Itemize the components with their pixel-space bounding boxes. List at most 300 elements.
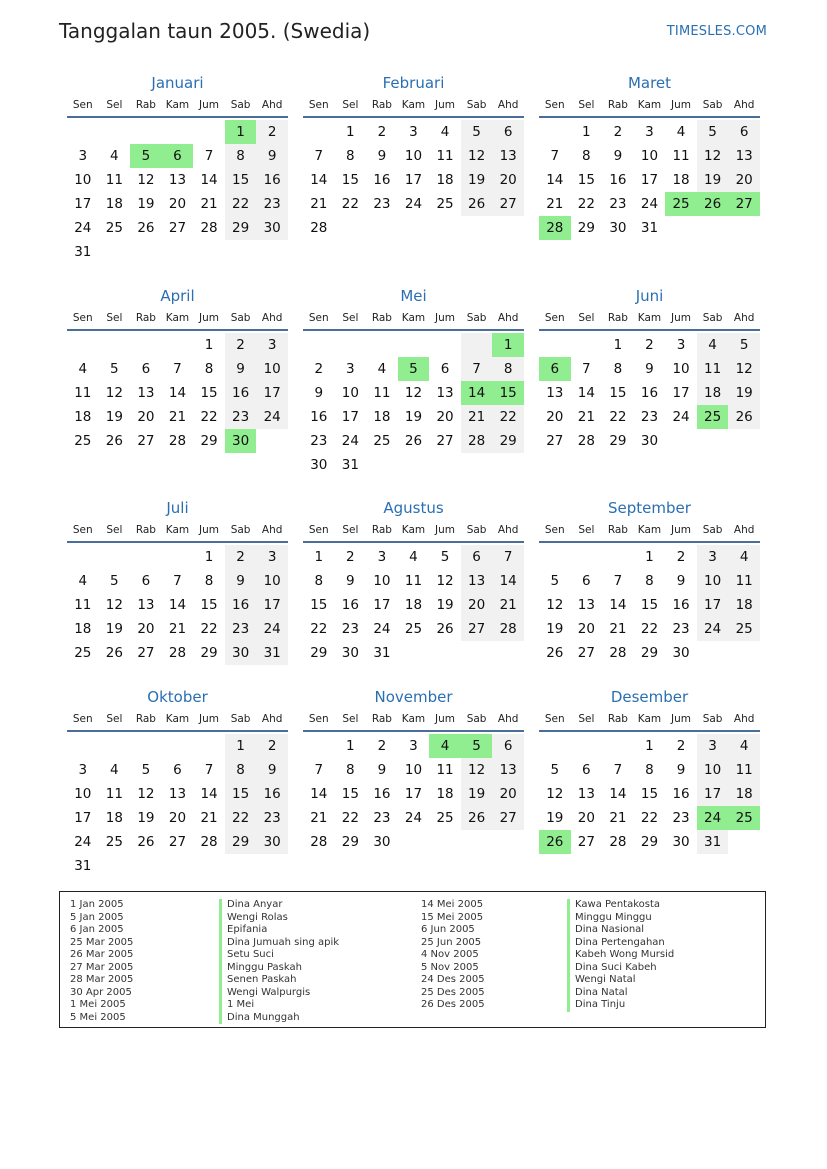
weekday-label: Kam [401, 99, 426, 111]
day-cell: 7 [613, 762, 623, 778]
day-cell: 10 [672, 361, 690, 377]
weekday-header [303, 307, 524, 331]
day-cell: 27 [461, 617, 493, 641]
empty-cell [130, 333, 162, 357]
day-cell: 18 [404, 597, 423, 613]
empty-cell [571, 734, 603, 758]
weekday-label: Rab [371, 99, 392, 111]
day-cell: 23 [640, 409, 659, 425]
day-cell: 3 [409, 738, 418, 754]
day-cell: 24 [74, 220, 92, 236]
day-cell: 30 [256, 216, 288, 240]
day-cell: 29 [492, 429, 524, 453]
empty-cell [366, 216, 398, 240]
empty-cell [398, 453, 430, 477]
weekday-label: Jum [199, 713, 220, 725]
day-cell: 12 [137, 172, 155, 188]
day-cell: 17 [373, 597, 391, 613]
day-cell: 13 [546, 385, 564, 401]
day-cell: 4 [697, 333, 729, 357]
empty-cell [99, 854, 131, 878]
legend-names-col-1 [219, 899, 339, 1024]
empty-cell [162, 545, 194, 569]
day-cell: 26 [137, 834, 155, 850]
empty-cell [492, 216, 524, 240]
day-cell: 19 [137, 810, 155, 826]
day-cell: 7 [461, 357, 493, 381]
empty-cell [697, 429, 729, 453]
legend-date: 5 Nov 2005 [421, 961, 479, 973]
weekday-label: Sen [544, 99, 565, 111]
weekday-label: Ahd [733, 99, 755, 111]
day-cell: 14 [168, 597, 187, 613]
day-grid [67, 734, 288, 878]
day-cell: 25 [105, 834, 123, 850]
day-cell: 26 [728, 405, 760, 429]
empty-cell [461, 333, 493, 357]
day-cell: 1 [645, 549, 654, 565]
day-cell: 21 [168, 409, 187, 425]
day-cell: 27 [577, 645, 595, 661]
day-cell: 23 [373, 196, 391, 212]
day-cell: 9 [645, 361, 654, 377]
day-cell: 7 [582, 361, 591, 377]
day-cell: 3 [676, 337, 686, 353]
day-cell: 17 [256, 593, 288, 617]
day-cell: 3 [697, 734, 729, 758]
day-cell: 21 [577, 409, 595, 425]
empty-cell [398, 216, 430, 240]
day-cell: 20 [168, 196, 187, 212]
day-cell: 11 [373, 385, 391, 401]
day-cell: 28 [577, 433, 595, 449]
day-cell: 2 [346, 549, 355, 565]
weekday-header [539, 708, 760, 732]
day-cell: 17 [256, 381, 288, 405]
day-cell: 9 [676, 762, 686, 778]
empty-cell [335, 216, 367, 240]
day-cell: 15 [341, 172, 359, 188]
empty-cell [398, 641, 430, 665]
day-cell: 14 [310, 172, 328, 188]
day-cell: 1 [582, 124, 591, 140]
weekday-header [539, 307, 760, 331]
weekday-label: Jum [671, 312, 692, 324]
day-cell: 21 [461, 405, 493, 429]
weekday-label: Sen [544, 312, 565, 324]
empty-cell [665, 216, 697, 240]
weekday-label: Jum [671, 713, 692, 725]
day-cell: 8 [582, 148, 591, 164]
weekday-label: Ahd [497, 312, 519, 324]
legend-date: 25 Jun 2005 [421, 936, 482, 948]
day-cell: 6 [582, 762, 591, 778]
month-name: Juni [635, 287, 664, 305]
day-cell: 2 [256, 734, 288, 758]
day-cell: 22 [341, 196, 359, 212]
holiday-day-cell: 25 [728, 806, 760, 830]
day-cell: 20 [728, 168, 760, 192]
legend-holiday-name: Senen Paskah [219, 974, 339, 987]
holiday-day-cell: 26 [539, 830, 571, 854]
day-cell: 20 [577, 621, 595, 637]
day-cell: 16 [640, 385, 659, 401]
empty-cell [335, 333, 367, 357]
weekday-label: Rab [135, 524, 156, 536]
month-name: Desember [610, 688, 689, 706]
day-cell: 7 [173, 573, 182, 589]
empty-cell [492, 641, 524, 665]
legend-holiday-name: Minggu Minggu [567, 912, 674, 925]
day-cell: 5 [141, 762, 151, 778]
weekday-label: Jum [435, 312, 456, 324]
day-cell: 17 [404, 172, 423, 188]
day-cell: 28 [168, 645, 187, 661]
month-name: Oktober [147, 688, 208, 706]
empty-cell [539, 333, 571, 357]
empty-cell [193, 734, 225, 758]
day-cell: 15 [609, 385, 627, 401]
weekday-label: Kam [165, 713, 190, 725]
holiday-day-cell: 26 [697, 192, 729, 216]
empty-cell [99, 333, 131, 357]
legend-date: 15 Mei 2005 [421, 911, 484, 923]
weekday-label: Kam [637, 99, 662, 111]
day-cell: 5 [728, 333, 760, 357]
day-cell: 28 [168, 433, 187, 449]
day-cell: 16 [256, 168, 288, 192]
month-februari [303, 72, 524, 240]
day-cell: 5 [110, 361, 119, 377]
empty-cell [130, 854, 162, 878]
empty-cell [728, 429, 760, 453]
weekday-label: Sab [702, 99, 723, 111]
day-cell: 9 [377, 148, 387, 164]
weekday-label: Ahd [497, 99, 519, 111]
day-cell: 16 [256, 782, 288, 806]
day-cell: 11 [74, 597, 92, 613]
day-cell: 9 [613, 148, 623, 164]
day-cell: 3 [256, 333, 288, 357]
weekday-label: Sel [106, 312, 123, 324]
day-cell: 19 [546, 810, 564, 826]
month-name: Januari [151, 74, 204, 92]
day-cell: 30 [373, 834, 391, 850]
weekday-label: Sel [342, 99, 359, 111]
day-cell: 27 [168, 834, 187, 850]
weekday-label: Sen [72, 713, 93, 725]
day-cell: 22 [341, 810, 359, 826]
day-cell: 26 [461, 192, 493, 216]
day-cell: 17 [74, 810, 92, 826]
empty-cell [429, 333, 461, 357]
day-cell: 2 [676, 549, 686, 565]
day-cell: 22 [225, 192, 257, 216]
day-cell: 18 [728, 593, 760, 617]
legend-holiday-name: Dina Munggah [219, 1012, 339, 1025]
day-cell: 18 [697, 381, 729, 405]
legend-holiday-name: Kawa Pentakosta [567, 899, 674, 912]
weekday-header [67, 94, 288, 118]
month-name: September [608, 499, 691, 517]
day-cell: 20 [461, 593, 493, 617]
holiday-day-cell: 24 [697, 806, 729, 830]
day-cell: 12 [137, 786, 155, 802]
holiday-day-cell: 1 [492, 333, 524, 357]
day-cell: 16 [310, 409, 328, 425]
day-cell: 30 [310, 457, 328, 473]
day-cell: 18 [105, 810, 123, 826]
day-cell: 28 [200, 220, 218, 236]
empty-cell [697, 216, 729, 240]
weekday-label: Sel [106, 524, 123, 536]
holiday-day-cell: 28 [539, 216, 571, 240]
legend-holiday-name: Dina Natal [567, 987, 674, 1000]
day-cell: 2 [676, 738, 686, 754]
day-cell: 24 [74, 834, 92, 850]
day-cell: 4 [728, 545, 760, 569]
day-cell: 15 [200, 597, 218, 613]
day-cell: 25 [74, 645, 92, 661]
weekday-label: Kam [165, 312, 190, 324]
day-grid [303, 734, 524, 854]
day-cell: 21 [609, 621, 627, 637]
weekday-label: Sel [106, 713, 123, 725]
holiday-day-cell: 30 [225, 429, 257, 453]
day-cell: 4 [409, 549, 418, 565]
holiday-day-cell: 5 [461, 734, 493, 758]
day-cell: 28 [461, 429, 493, 453]
day-cell: 4 [110, 762, 119, 778]
day-cell: 27 [436, 433, 454, 449]
day-cell: 26 [546, 645, 564, 661]
empty-cell [67, 333, 99, 357]
day-cell: 31 [640, 220, 659, 236]
weekday-label: Ahd [733, 713, 755, 725]
legend-holiday-name: Dina Tinju [567, 999, 674, 1012]
weekday-label: Sel [578, 524, 595, 536]
day-cell: 29 [341, 834, 359, 850]
weekday-label: Jum [435, 99, 456, 111]
weekday-header [67, 307, 288, 331]
day-cell: 8 [314, 573, 324, 589]
day-cell: 10 [341, 385, 359, 401]
day-cell: 21 [546, 196, 564, 212]
weekday-label: Rab [607, 524, 628, 536]
day-cell: 27 [137, 645, 155, 661]
day-cell: 28 [609, 645, 627, 661]
day-cell: 29 [640, 645, 659, 661]
day-cell: 25 [436, 810, 454, 826]
weekday-label: Kam [401, 713, 426, 725]
day-cell: 10 [373, 573, 391, 589]
empty-cell [67, 545, 99, 569]
empty-cell [130, 734, 162, 758]
day-cell: 30 [256, 830, 288, 854]
day-cell: 31 [341, 457, 359, 473]
day-cell: 23 [672, 810, 690, 826]
day-grid [67, 120, 288, 264]
weekday-label: Sen [72, 312, 93, 324]
day-cell: 16 [225, 593, 257, 617]
day-grid [539, 120, 760, 240]
month-september [539, 497, 760, 665]
day-cell: 22 [640, 621, 659, 637]
day-cell: 2 [645, 337, 654, 353]
day-cell: 1 [613, 337, 623, 353]
legend-holiday-name: Wengi Natal [567, 974, 674, 987]
day-grid [303, 545, 524, 665]
weekday-label: Kam [637, 713, 662, 725]
day-cell: 9 [346, 573, 355, 589]
day-cell: 31 [373, 645, 391, 661]
day-cell: 30 [672, 645, 690, 661]
month-april [67, 285, 288, 453]
empty-cell [429, 453, 461, 477]
day-cell: 16 [373, 172, 391, 188]
day-cell: 2 [314, 361, 324, 377]
weekday-label: Rab [371, 713, 392, 725]
holiday-day-cell: 14 [461, 381, 493, 405]
day-cell: 16 [225, 381, 257, 405]
weekday-label: Ahd [497, 713, 519, 725]
weekday-label: Sab [230, 524, 251, 536]
day-cell: 10 [697, 758, 729, 782]
day-cell: 31 [256, 641, 288, 665]
day-cell: 19 [105, 621, 123, 637]
day-cell: 29 [200, 645, 218, 661]
day-cell: 7 [314, 762, 324, 778]
month-desember [539, 686, 760, 854]
day-cell: 14 [200, 172, 218, 188]
weekday-label: Sel [342, 713, 359, 725]
day-cell: 8 [645, 573, 654, 589]
day-cell: 24 [640, 196, 659, 212]
site-link[interactable]: TIMESLES.COM [666, 24, 767, 39]
empty-cell [130, 120, 162, 144]
day-cell: 13 [168, 172, 187, 188]
day-cell: 10 [74, 172, 92, 188]
weekday-label: Rab [135, 99, 156, 111]
empty-cell [728, 216, 760, 240]
day-cell: 18 [728, 782, 760, 806]
weekday-header [67, 708, 288, 732]
day-cell: 25 [404, 621, 423, 637]
day-cell: 3 [409, 124, 418, 140]
day-cell: 19 [404, 409, 423, 425]
day-cell: 21 [200, 196, 218, 212]
empty-cell [539, 120, 571, 144]
day-grid [539, 333, 760, 453]
weekday-label: Sel [578, 312, 595, 324]
day-cell: 5 [550, 573, 560, 589]
day-cell: 3 [346, 361, 355, 377]
day-cell: 17 [697, 782, 729, 806]
day-cell: 7 [613, 573, 623, 589]
day-cell: 20 [492, 168, 524, 192]
day-cell: 31 [74, 858, 92, 874]
legend-date: 24 Des 2005 [421, 974, 485, 985]
day-cell: 6 [141, 361, 151, 377]
empty-cell [429, 216, 461, 240]
legend-date: 28 Mar 2005 [70, 974, 134, 985]
legend-holiday-name: Dina Jumuah sing apik [219, 937, 339, 950]
day-cell: 1 [645, 738, 654, 754]
empty-cell [99, 120, 131, 144]
weekday-label: Sel [106, 99, 123, 111]
day-cell: 20 [577, 810, 595, 826]
month-name: Mei [400, 287, 427, 305]
day-cell: 30 [225, 641, 257, 665]
empty-cell [193, 120, 225, 144]
weekday-header [303, 94, 524, 118]
weekday-label: Sab [230, 99, 251, 111]
legend-date: 26 Mar 2005 [70, 949, 134, 960]
day-cell: 9 [225, 569, 257, 593]
day-cell: 25 [373, 433, 391, 449]
day-cell: 27 [546, 433, 564, 449]
legend-date: 27 Mar 2005 [70, 961, 134, 973]
day-cell: 26 [105, 645, 123, 661]
day-cell: 30 [672, 834, 690, 850]
month-name: Agustus [383, 499, 444, 517]
day-cell: 30 [341, 645, 359, 661]
day-cell: 25 [74, 433, 92, 449]
day-cell: 14 [168, 385, 187, 401]
legend-holiday-name: Epifania [219, 924, 339, 937]
day-cell: 19 [105, 409, 123, 425]
empty-cell [571, 545, 603, 569]
weekday-label: Kam [401, 312, 426, 324]
empty-cell [539, 545, 571, 569]
day-cell: 11 [672, 148, 690, 164]
day-cell: 20 [546, 409, 564, 425]
day-cell: 6 [492, 734, 524, 758]
weekday-label: Ahd [261, 312, 283, 324]
empty-cell [539, 734, 571, 758]
empty-cell [602, 545, 634, 569]
holiday-day-cell: 25 [697, 405, 729, 429]
day-cell: 13 [492, 758, 524, 782]
empty-cell [697, 641, 729, 665]
day-cell: 24 [404, 810, 423, 826]
day-cell: 7 [492, 545, 524, 569]
day-cell: 8 [346, 762, 355, 778]
day-cell: 17 [697, 593, 729, 617]
day-cell: 18 [436, 172, 454, 188]
weekday-label: Sen [308, 524, 329, 536]
day-cell: 18 [373, 409, 391, 425]
empty-cell [728, 830, 760, 854]
day-cell: 26 [461, 806, 493, 830]
day-cell: 1 [346, 124, 355, 140]
empty-cell [303, 120, 335, 144]
day-cell: 6 [461, 545, 493, 569]
day-cell: 12 [436, 573, 454, 589]
day-cell: 12 [105, 385, 123, 401]
day-cell: 11 [436, 148, 454, 164]
day-cell: 19 [436, 597, 454, 613]
month-name: April [160, 287, 195, 305]
day-cell: 22 [492, 405, 524, 429]
day-cell: 13 [728, 144, 760, 168]
empty-cell [429, 830, 461, 854]
day-cell: 21 [609, 810, 627, 826]
empty-cell [162, 333, 194, 357]
legend-dates-col-1 [70, 899, 133, 1024]
legend-date: 5 Jan 2005 [70, 911, 124, 923]
day-cell: 7 [173, 361, 182, 377]
